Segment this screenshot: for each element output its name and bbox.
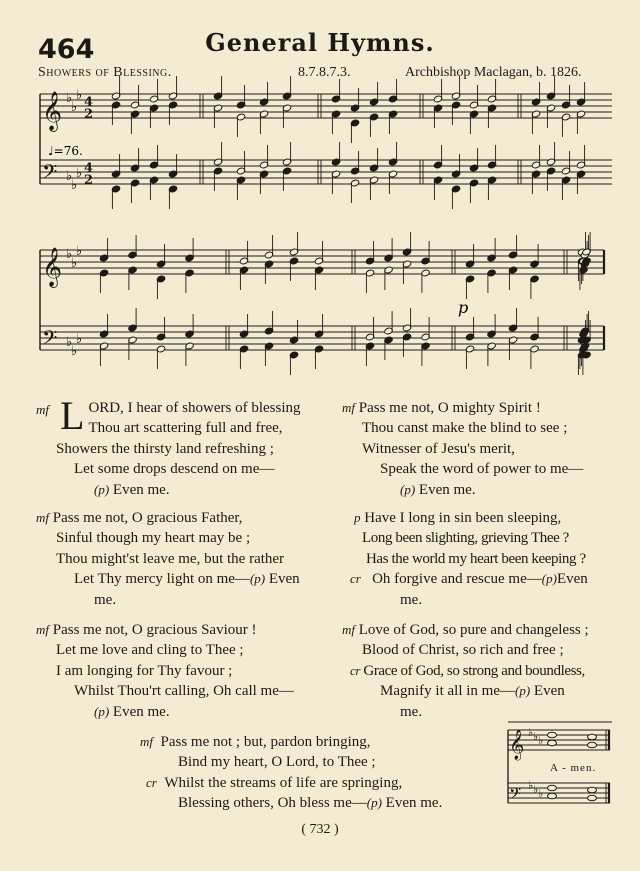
verse-2 [342,398,632,500]
verse-line: Bind my heart, O Lord, to Thee ; [178,754,376,771]
flat-icon: ♭ [66,169,73,184]
amen-label: A - men. [550,762,597,774]
verse-line: cr Grace of God, so strong and boundless, [350,662,585,679]
verse-line: Thou art scattering full and free, [88,420,283,437]
verse-line: Thou might'st leave me, but the rather [56,550,285,567]
tempo-marking: ♩=76. [48,144,83,158]
verse-line: I am longing for Thy favour ; [56,662,233,679]
verse-3 [36,508,336,610]
author-credit: Archbishop Maclagan, b. 1826. [405,65,582,80]
flat-icon: ♭ [66,91,73,106]
bass-clef: 𝄢 [42,326,58,354]
note-head [548,793,557,799]
verse-line: Long been slighting, grieving Thee ? [362,530,569,547]
verse-line: me. [94,591,117,608]
verse-4 [342,508,632,610]
verse-line: Speak the word of power to me— [380,461,584,478]
verse-line: Let me love and cling to Thee ; [56,642,244,659]
verse-line: cr Oh forgive and rescue me—(p)Even [350,571,588,588]
verse-5 [36,620,336,722]
verse-1 [36,393,336,500]
flat-icon: ♭ [71,100,78,115]
time-signature: 2 [84,107,94,122]
verse-line: Sinful though my heart may be ; [56,530,251,547]
verse-line: Showers the thirsty land refreshing ; [56,440,274,457]
flat-icon: ♭ [533,730,539,743]
verse-line: Thou canst make the blind to see ; [362,420,568,437]
note-head [588,734,597,740]
verse-line: (p) Even me. [94,703,170,720]
time-signature: 4 [84,95,94,110]
verse-line: Blood of Christ, so rich and free ; [362,642,564,659]
flat-icon: ♭ [71,344,78,359]
time-signature: 4 [84,161,94,176]
note-head [548,732,557,738]
verse-line: me. [400,703,423,720]
tune-name: Showers of Blessing. [38,65,172,80]
flat-icon: ♭ [76,88,83,103]
flat-icon: ♭ [66,247,73,262]
flat-icon: ♭ [71,178,78,193]
flat-icon: ♭ [76,332,83,347]
flat-icon: ♭ [538,734,544,747]
flat-icon: ♭ [533,783,539,796]
flat-icon: ♭ [538,787,544,800]
verse-line: ORD, I hear of showers of blessing [88,400,301,416]
hymn-number: 464 [38,34,95,65]
flat-icon: ♭ [71,256,78,271]
verse-line: me. [400,591,423,608]
verse-line: Witnesser of Jesu's merit, [362,440,515,457]
flat-icon: ♭ [66,335,73,350]
verse-line: mf Love of God, so pure and changeless ; [342,622,589,638]
verse-line: Blessing others, Oh bless me—(p) Even me. [178,795,443,812]
verse-7 [140,732,500,814]
verse-line: Let Thy mercy light on me—(p) Even [74,571,300,588]
page-number: ( 732 ) [301,822,339,837]
meter: 8.7.8.7.3. [298,65,351,80]
dynamic-marking: mf [36,402,49,417]
expression-marking: p [458,298,469,317]
flat-icon: ♭ [76,166,83,181]
bass-clef: 𝄢 [509,785,522,807]
verse-line: cr Whilst the streams of life are springing, [146,774,403,791]
verse-line: mf Pass me not, O gracious Saviour ! [36,622,257,638]
treble-clef: 𝄞 [42,91,63,131]
bass-clef: 𝄢 [42,160,58,188]
flat-icon: ♭ [528,779,534,792]
treble-clef: 𝄞 [42,247,63,287]
verse-line: (p) Even me. [400,481,476,498]
verse-6 [342,620,632,722]
verse-line: mf Pass me not, O gracious Father, [36,510,243,526]
verse-line: Whilst Thou'rt calling, Oh call me— [74,683,294,700]
verse-line: Let some drops descend on me— [74,461,275,478]
verse-line: mf Pass me not, O mighty Spirit ! [342,400,541,416]
note-head [548,740,557,746]
time-signature: 2 [84,173,94,188]
note-head [588,795,597,801]
flat-icon: ♭ [76,244,83,259]
note-head [588,787,597,793]
verse-line: Magnify it all in me—(p) Even [380,683,565,700]
flat-icon: ♭ [528,726,534,739]
verse-line: mf Pass me not ; but, pardon bringing, [140,734,371,750]
note-head [548,785,557,791]
note-head [588,742,597,748]
verse-line: Has the world my heart been keeping ? [366,550,586,567]
verse-line: (p) Even me. [94,481,170,498]
treble-clef: 𝄞 [509,730,525,760]
section-title: General Hymns. [205,28,435,57]
drop-cap: L [60,393,85,438]
verse-line: p Have I long in sin been sleeping, [354,510,562,526]
